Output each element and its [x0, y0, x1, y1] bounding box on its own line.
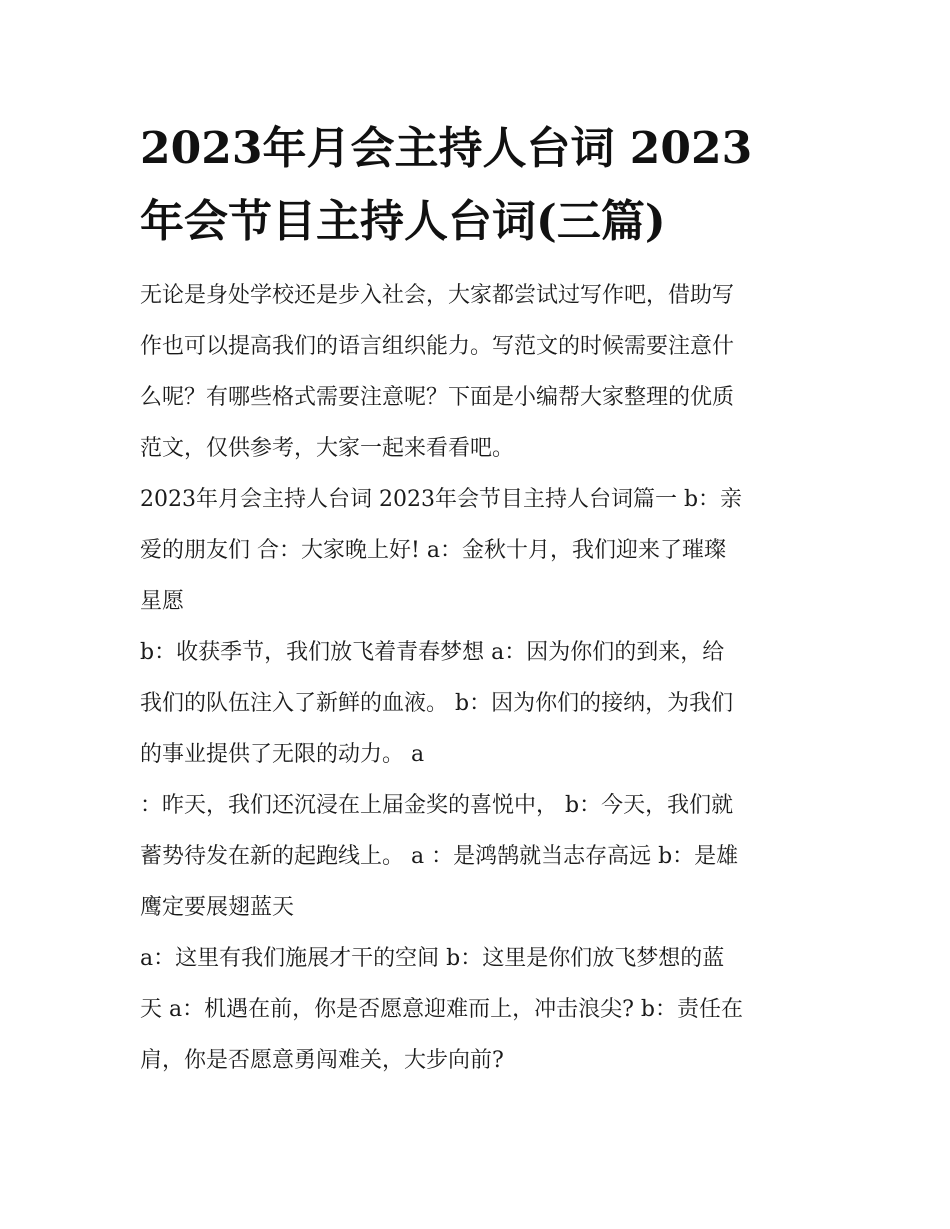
document-content — [140, 112, 820, 1086]
document-title — [140, 112, 820, 258]
text-line: 的事业提供了无限的动力。 a — [140, 742, 425, 767]
title-line-2: 年会节目主持人台词(三篇) — [140, 196, 666, 247]
script-paragraph-3 — [140, 780, 820, 933]
title-line-1: 2023年月会主持人台词 2023 — [140, 123, 753, 174]
text-line: 鹰定要展翅蓝天 — [140, 895, 295, 920]
text-line: 范文，仅供参考，大家一起来看看吧。 — [140, 436, 515, 461]
script-paragraph-4 — [140, 933, 820, 1086]
text-line: ：昨天，我们还沉浸在上届金奖的喜悦中， b：今天，我们就 — [140, 793, 734, 818]
script-paragraph-2 — [140, 627, 820, 780]
text-line: b：收获季节，我们放飞着青春梦想 a：因为你们的到来，给 — [140, 640, 725, 665]
text-line: 么呢？有哪些格式需要注意呢？下面是小编帮大家整理的优质 — [140, 385, 735, 410]
text-line: 爱的朋友们 合：大家晚上好! a：金秋十月，我们迎来了璀璨 — [140, 538, 726, 563]
text-line: 作也可以提高我们的语言组织能力。写范文的时候需要注意什 — [140, 334, 735, 359]
text-line: 肩，你是否愿意勇闯难关，大步向前? — [140, 1048, 504, 1073]
text-line: 2023年月会主持人台词 2023年会节目主持人台词篇一 b：亲 — [140, 487, 743, 512]
script-paragraph-1 — [140, 474, 820, 627]
text-line: a：这里有我们施展才干的空间 b：这里是你们放飞梦想的蓝 — [140, 946, 725, 971]
text-line: 蓄势待发在新的起跑线上。 a ：是鸿鹄就当志存高远 b：是雄 — [140, 844, 739, 869]
text-line: 星愿 — [140, 589, 185, 614]
intro-paragraph — [140, 270, 820, 474]
text-line: 无论是身处学校还是步入社会，大家都尝试过写作吧，借助写 — [140, 283, 735, 308]
text-line: 天 a：机遇在前，你是否愿意迎难而上，冲击浪尖? b：责任在 — [140, 997, 743, 1022]
text-line: 我们的队伍注入了新鲜的血液。 b：因为你们的接纳，为我们 — [140, 691, 734, 716]
document-body — [140, 270, 820, 1086]
